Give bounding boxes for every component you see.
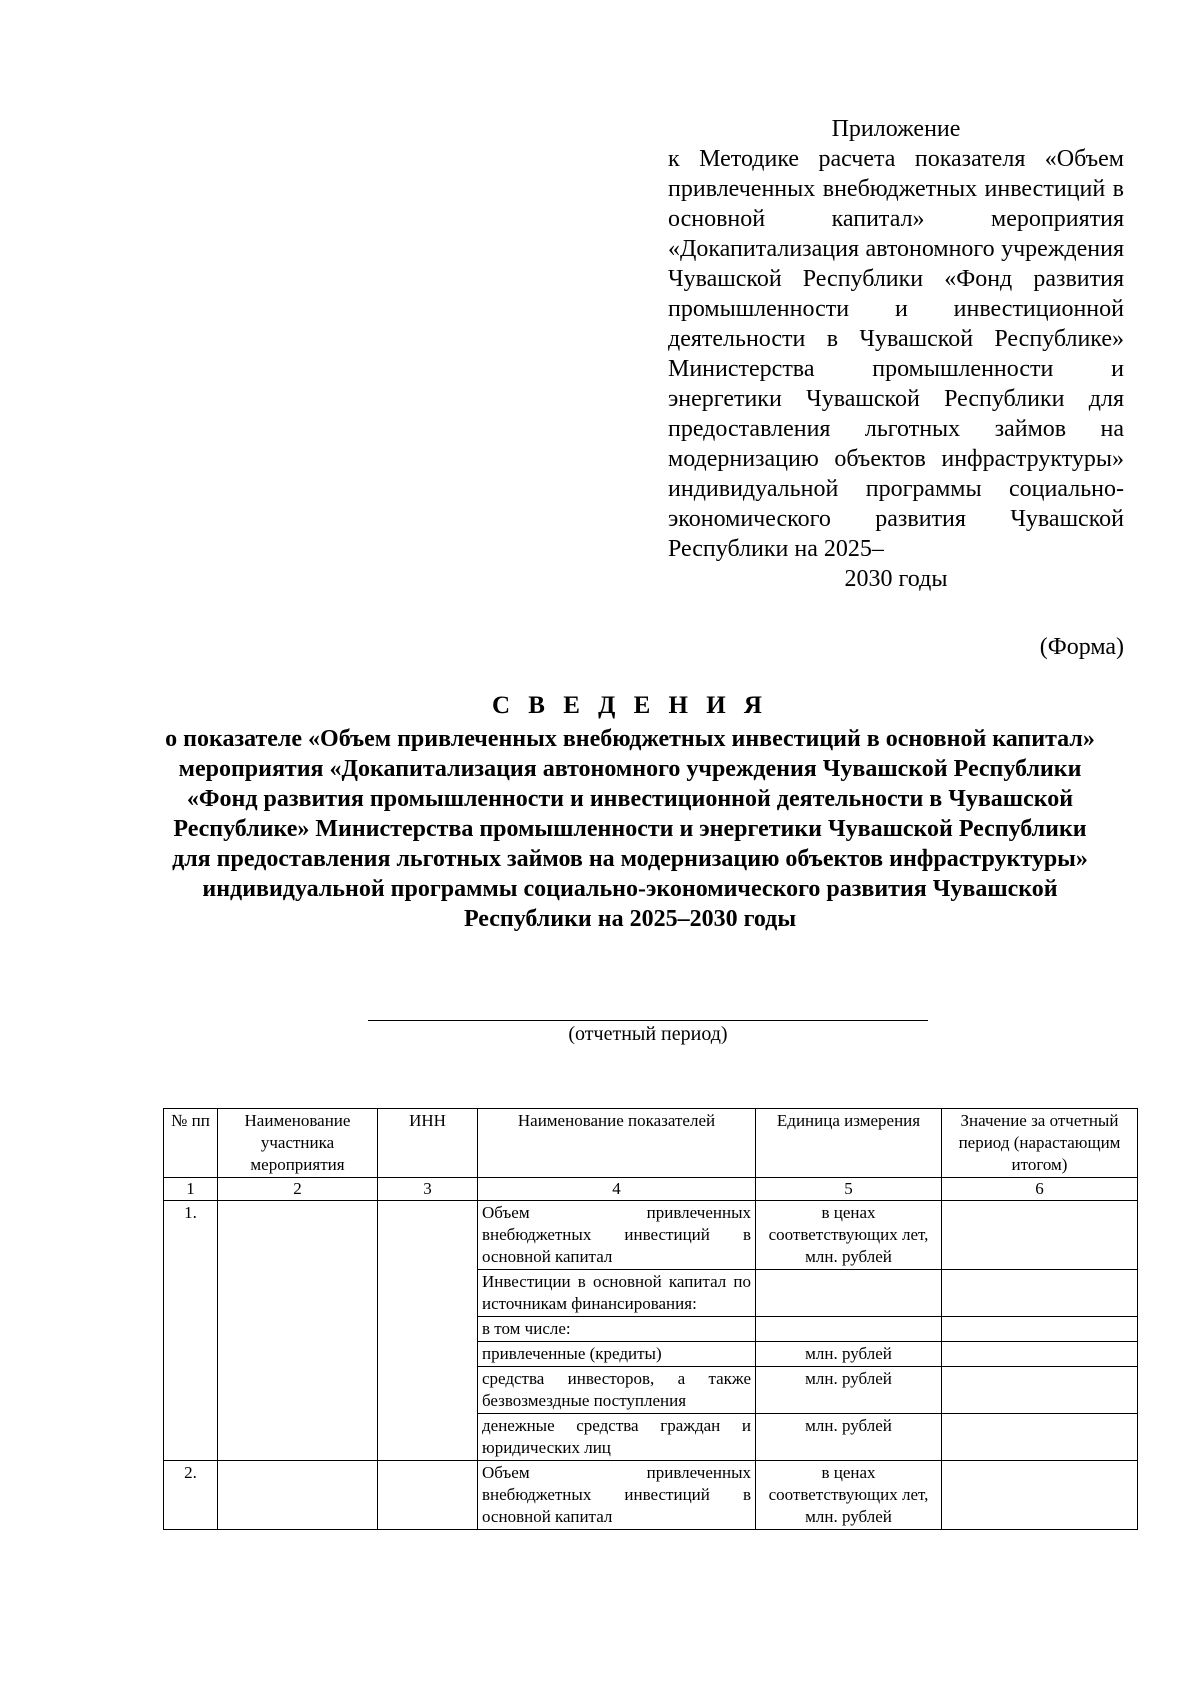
unit-cell bbox=[756, 1317, 942, 1342]
column-number: 2 bbox=[218, 1178, 378, 1201]
indicator-cell: Объем привлеченных внебюджетных инвестиций в основной капитал bbox=[478, 1201, 756, 1270]
unit-cell: в ценах соответствующих лет, млн. рублей bbox=[756, 1201, 942, 1270]
document-title: С В Е Д Е Н И Я bbox=[492, 692, 768, 719]
value-cell bbox=[942, 1461, 1138, 1530]
value-cell bbox=[942, 1342, 1138, 1367]
indicator-cell: Инвестиции в основной капитал по источникам финансирования: bbox=[478, 1270, 756, 1317]
table-row bbox=[164, 1461, 1138, 1530]
header-cell-value: Значение за отчетный период (нарастающим итогом) bbox=[942, 1109, 1138, 1178]
indicator-cell: денежные средства граждан и юридических лиц bbox=[478, 1414, 756, 1461]
header-cell-indicator: Наименование показателей bbox=[478, 1109, 756, 1178]
unit-cell bbox=[756, 1270, 942, 1317]
value-cell bbox=[942, 1367, 1138, 1414]
column-number: 1 bbox=[164, 1178, 218, 1201]
inn-cell bbox=[378, 1461, 478, 1530]
header-cell-unit: Единица измерения bbox=[756, 1109, 942, 1178]
unit-cell: млн. рублей bbox=[756, 1342, 942, 1367]
column-number: 4 bbox=[478, 1178, 756, 1201]
period-caption: (отчетный период) bbox=[568, 1023, 728, 1045]
row-number: 1. bbox=[164, 1201, 218, 1461]
form-label: (Форма) bbox=[1039, 634, 1124, 660]
value-cell bbox=[942, 1414, 1138, 1461]
appendix-heading: Приложение bbox=[831, 116, 961, 142]
indicator-cell: в том числе: bbox=[478, 1317, 756, 1342]
unit-cell: млн. рублей bbox=[756, 1414, 942, 1461]
header-cell-inn: ИНН bbox=[378, 1109, 478, 1178]
value-cell bbox=[942, 1317, 1138, 1342]
appendix-tail: 2030 годы bbox=[844, 566, 948, 592]
column-number: 5 bbox=[756, 1178, 942, 1201]
row-number: 2. bbox=[164, 1461, 218, 1530]
column-number: 6 bbox=[942, 1178, 1138, 1201]
document-subtitle: о показателе «Объем привлеченных внебюджетных инвестиций в основной капитал» мероприятия «Докапитализация автономного учреждения Чувашской Республики «Фонд развития промышленности и инвестиционной деятельности в Чувашской Республике» Министерства промышленности и энергетики Чувашской Республики для предоставления льготных займов на модернизацию объектов инфраструктуры» индивидуальной программы социально-экономического развития Чувашской Республики на 2025–2030 годы bbox=[165, 726, 1095, 932]
indicator-cell: привлеченные (кредиты) bbox=[478, 1342, 756, 1367]
appendix-text: к Методике расчета показателя «Объем привлеченных внебюджетных инвестиций в основной капитал» мероприятия «Докапитализация автономного учреждения Чувашской Республики «Фонд развития промышленности и инвестиционной деятельности в Чувашской Республике» Министерства промышленности и энергетики Чувашской Республики для предоставления льготных займов на модернизацию объектов инфраструктуры» индивидуальной программы социально-экономического развития Чувашской Республики на 2025– bbox=[668, 146, 1124, 562]
unit-cell: млн. рублей bbox=[756, 1367, 942, 1414]
column-number-row bbox=[164, 1178, 1138, 1201]
value-cell bbox=[942, 1270, 1138, 1317]
participant-cell bbox=[218, 1201, 378, 1461]
value-cell bbox=[942, 1201, 1138, 1270]
unit-cell: в ценах соответствующих лет, млн. рублей bbox=[756, 1461, 942, 1530]
participant-cell bbox=[218, 1461, 378, 1530]
appendix-block bbox=[668, 114, 1124, 594]
report-table bbox=[163, 1108, 1138, 1530]
indicator-cell: средства инвесторов, а также безвозмездные поступления bbox=[478, 1367, 756, 1414]
indicator-cell: Объем привлеченных внебюджетных инвестиций в основной капитал bbox=[478, 1461, 756, 1530]
header-cell-participant: Наименование участника мероприятия bbox=[218, 1109, 378, 1178]
table-header-row bbox=[164, 1109, 1138, 1178]
column-number: 3 bbox=[378, 1178, 478, 1201]
inn-cell bbox=[378, 1201, 478, 1461]
header-cell-no: № пп bbox=[164, 1109, 218, 1178]
table-row bbox=[164, 1201, 1138, 1270]
